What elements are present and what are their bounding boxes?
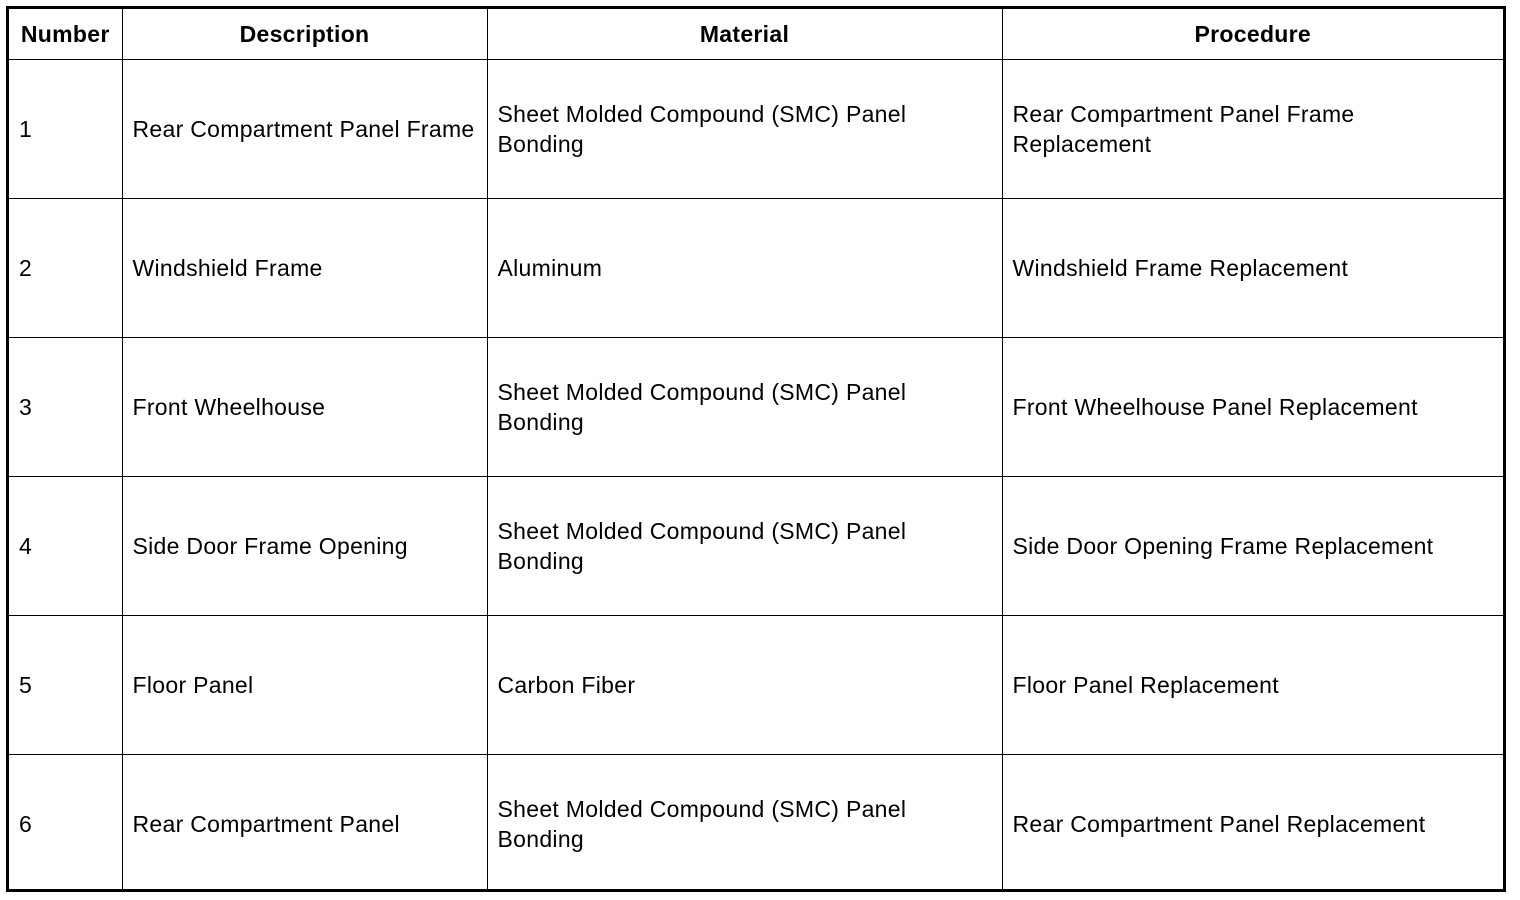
- cell-material: Sheet Molded Compound (SMC) Panel Bonding: [487, 754, 1002, 892]
- cell-description: Side Door Frame Opening: [122, 476, 487, 615]
- cell-number: 5: [9, 615, 122, 754]
- cell-description: Windshield Frame: [122, 198, 487, 337]
- cell-procedure: Windshield Frame Replacement: [1002, 198, 1503, 337]
- header-procedure: Procedure: [1002, 9, 1503, 59]
- cell-procedure: Side Door Opening Frame Replacement: [1002, 476, 1503, 615]
- table-header-row: [9, 9, 1503, 59]
- cell-number: 4: [9, 476, 122, 615]
- cell-description: Front Wheelhouse: [122, 337, 487, 476]
- cell-number: 6: [9, 754, 122, 892]
- cell-material: Sheet Molded Compound (SMC) Panel Bonding: [487, 59, 1002, 198]
- cell-material: Sheet Molded Compound (SMC) Panel Bonding: [487, 337, 1002, 476]
- cell-material: Carbon Fiber: [487, 615, 1002, 754]
- cell-number: 2: [9, 198, 122, 337]
- cell-procedure: Rear Compartment Panel Frame Replacement: [1002, 59, 1503, 198]
- table-row: [9, 59, 1503, 198]
- parts-table: [9, 9, 1503, 892]
- parts-table-container: [6, 6, 1506, 892]
- cell-material: Aluminum: [487, 198, 1002, 337]
- header-number: Number: [9, 9, 122, 59]
- cell-number: 3: [9, 337, 122, 476]
- cell-description: Rear Compartment Panel Frame: [122, 59, 487, 198]
- cell-procedure: Rear Compartment Panel Replacement: [1002, 754, 1503, 892]
- cell-description: Floor Panel: [122, 615, 487, 754]
- cell-procedure: Front Wheelhouse Panel Replacement: [1002, 337, 1503, 476]
- header-material: Material: [487, 9, 1002, 59]
- table-row: [9, 337, 1503, 476]
- table-row: [9, 198, 1503, 337]
- cell-procedure: Floor Panel Replacement: [1002, 615, 1503, 754]
- cell-number: 1: [9, 59, 122, 198]
- cell-material: Sheet Molded Compound (SMC) Panel Bonding: [487, 476, 1002, 615]
- cell-description: Rear Compartment Panel: [122, 754, 487, 892]
- table-row: [9, 615, 1503, 754]
- table-row: [9, 476, 1503, 615]
- header-description: Description: [122, 9, 487, 59]
- table-row: [9, 754, 1503, 892]
